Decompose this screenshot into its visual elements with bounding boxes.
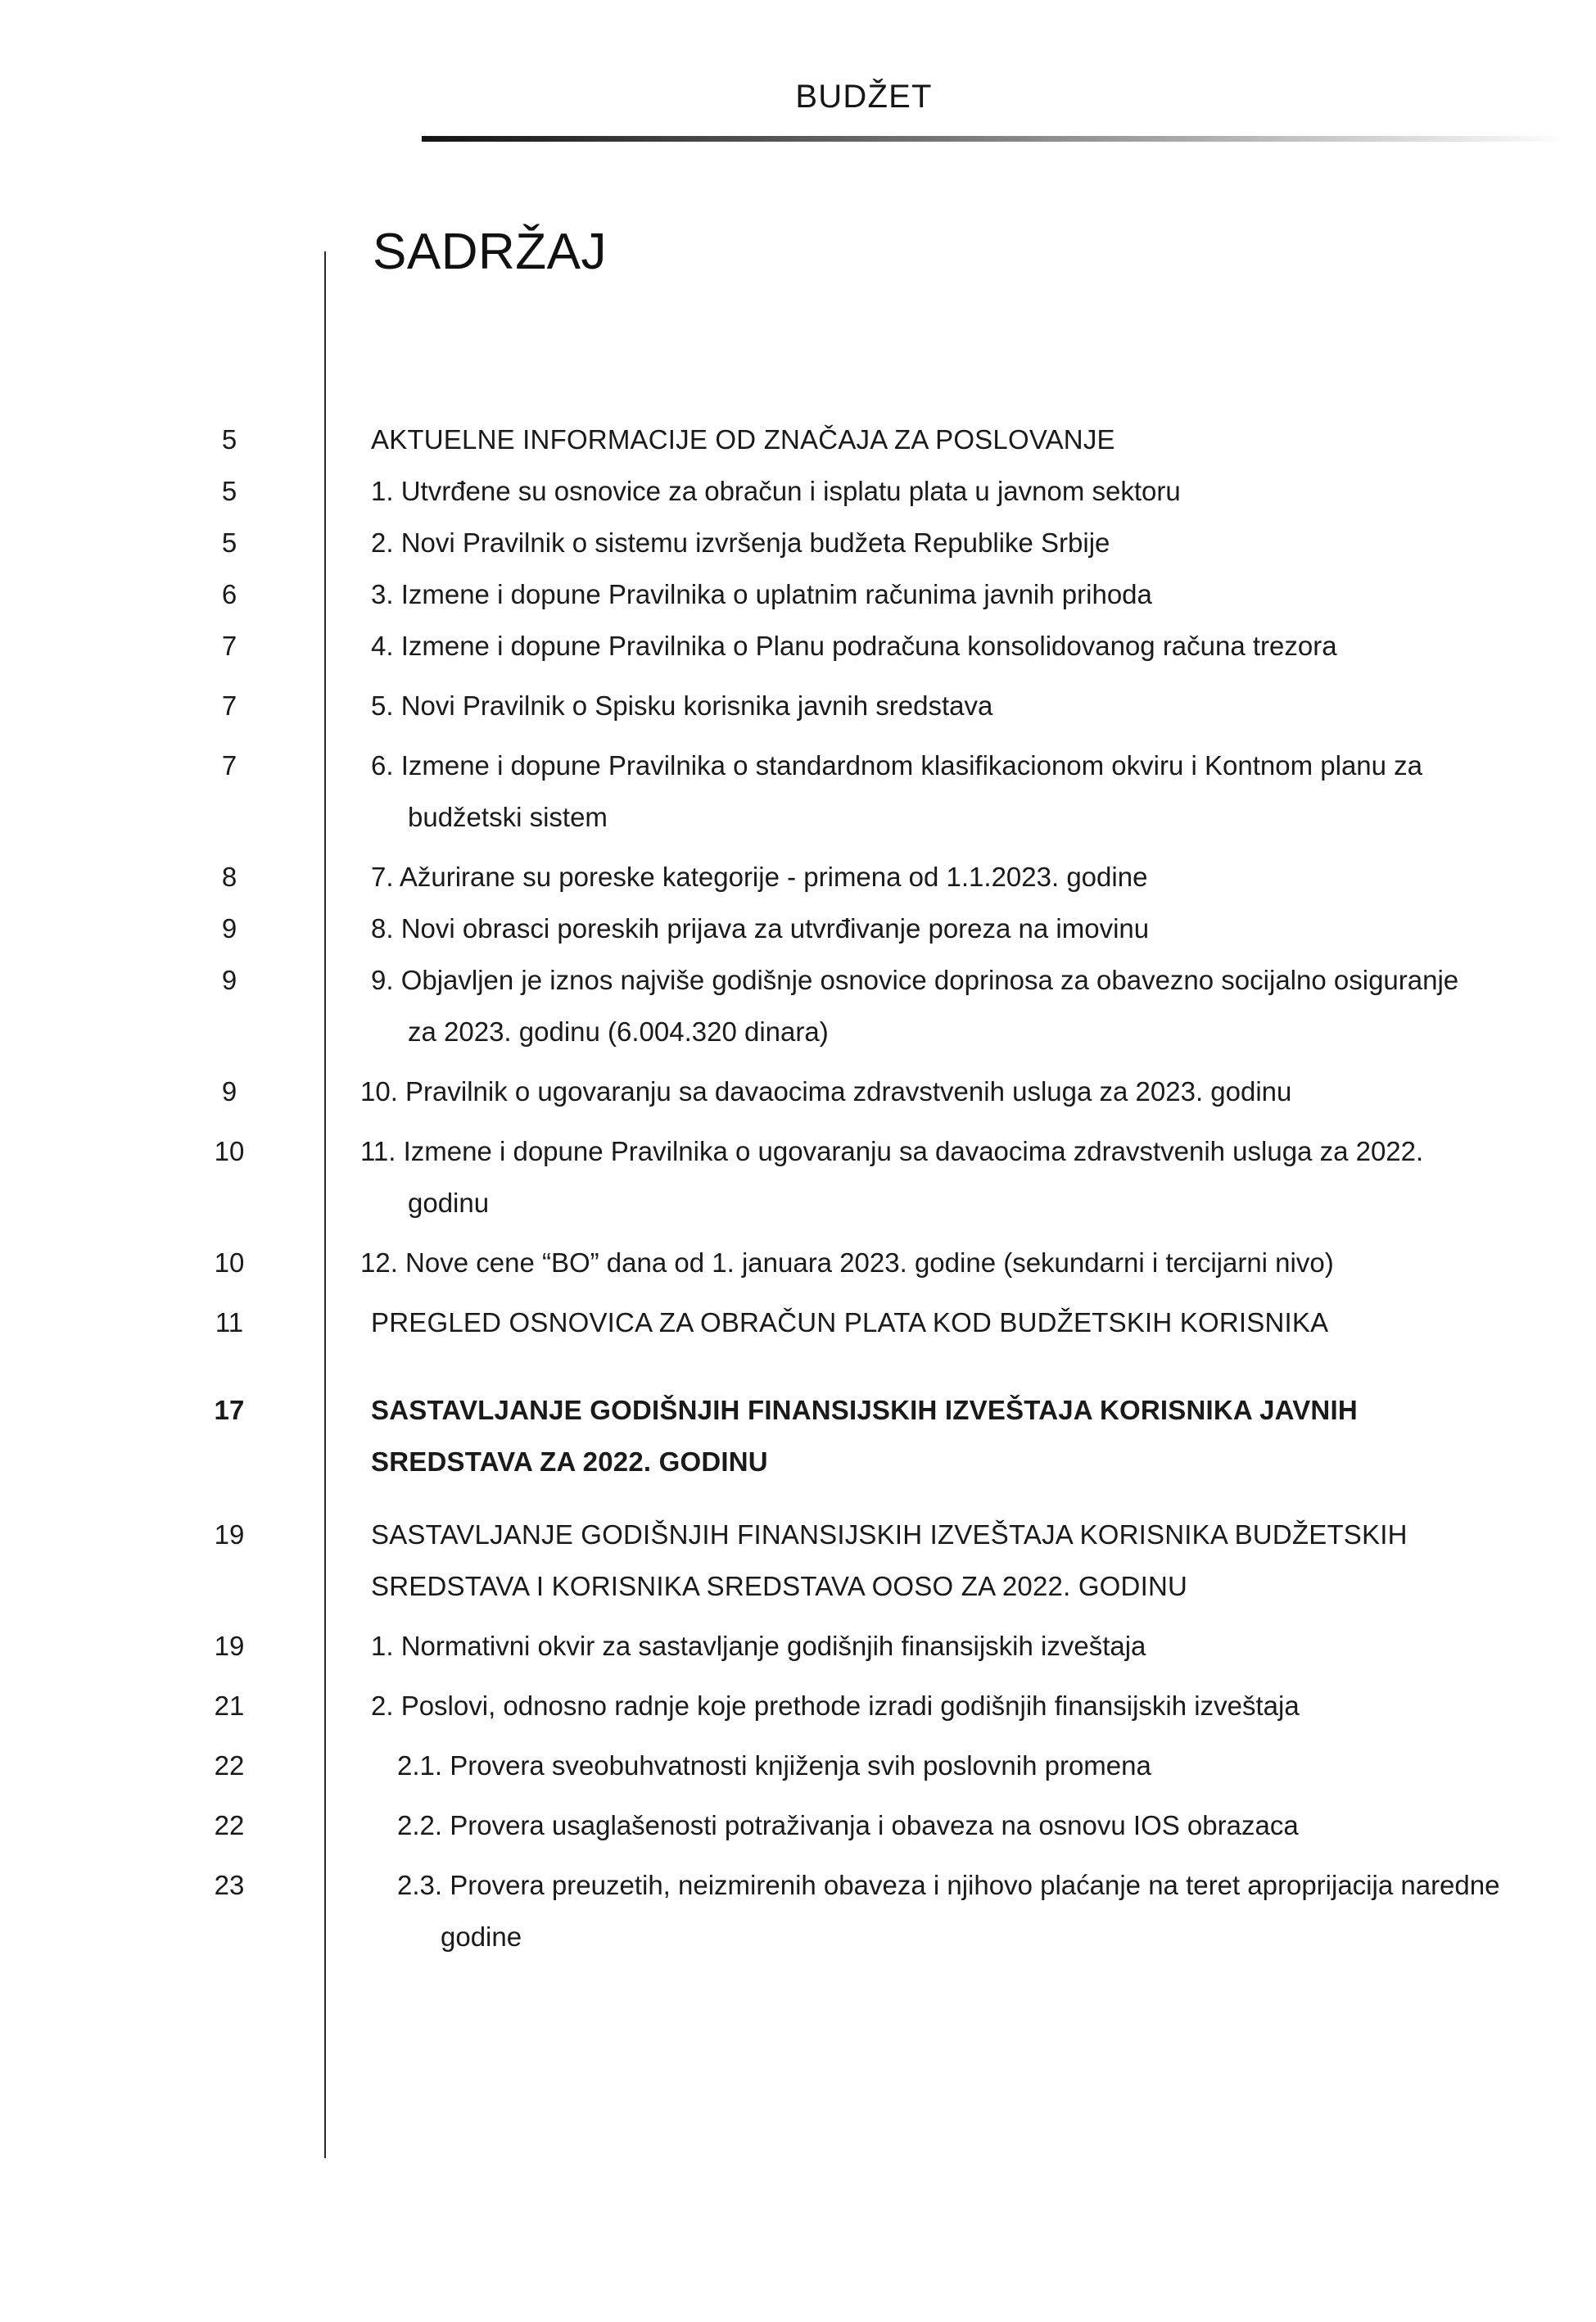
toc-page-number: 7 — [221, 631, 237, 661]
page-header — [0, 0, 1596, 156]
header-gradient-rule — [422, 136, 1568, 142]
toc-entry-label: 4. Izmene i dopune Pravilnika o Planu podračuna konsolidovanog računa trezora — [371, 631, 1337, 661]
toc-row[interactable] — [0, 954, 1596, 1057]
toc-entry-label: 12. Nove cene “BO” dana od 1. januara 2023. godine (sekundarni i tercijarni nivo) — [360, 1247, 1334, 1278]
toc-page-number: 9 — [221, 913, 237, 944]
toc-row[interactable] — [0, 1680, 1596, 1731]
toc-row[interactable] — [0, 903, 1596, 954]
toc-page-number: 23 — [214, 1870, 245, 1900]
toc-row[interactable] — [0, 1237, 1596, 1288]
toc-row[interactable] — [0, 568, 1596, 620]
toc-page-number: 5 — [221, 527, 237, 558]
toc-page-number: 6 — [221, 579, 237, 609]
toc-entry-label: 2.1. Provera sveobuhvatnosti knjiženja svih poslovnih promena — [397, 1750, 1151, 1781]
toc-entry-label: 10. Pravilnik o ugovaranju sa davaocima zdravstvenih usluga za 2023. godinu — [360, 1076, 1292, 1107]
toc-row[interactable] — [0, 1509, 1596, 1612]
toc-entry-label: AKTUELNE INFORMACIJE OD ZNAČAJA ZA POSLOVANJE — [371, 424, 1115, 455]
toc-entry-label: 1. Utvrđene su osnovice za obračun i isplatu plata u javnom sektoru — [371, 476, 1181, 506]
toc-entry-label: 5. Novi Pravilnik o Spisku korisnika javnih sredstava — [371, 690, 993, 721]
toc-entry-label: SASTAVLJANJE GODIŠNJIH FINANSIJSKIH IZVEŠTAJA KORISNIKA BUDŽETSKIH SREDSTAVA I KORISNIKA SREDSTAVA OOSO ZA 2022. GODINU — [371, 1519, 1408, 1601]
toc-row[interactable] — [0, 1740, 1596, 1791]
toc-page-number: 5 — [221, 476, 237, 506]
toc-entry-list — [0, 414, 1596, 1962]
toc-page-number: 9 — [221, 1076, 237, 1107]
toc-entry-label: 8. Novi obrasci poreskih prijava za utvrđivanje poreza na imovinu — [371, 913, 1150, 944]
toc-entry-label: 2. Poslovi, odnosno radnje koje prethode izradi godišnjih finansijskih izveštaja — [371, 1691, 1300, 1721]
toc-row[interactable] — [0, 851, 1596, 903]
toc-entry-label: 2.2. Provera usaglašenosti potraživanja i obaveza na osnovu IOS obrazaca — [397, 1810, 1299, 1840]
toc-entry-label: 7. Ažurirane su poreske kategorije - primena od 1.1.2023. godine — [371, 862, 1148, 892]
toc-entry-label: 3. Izmene i dopune Pravilnika o uplatnim računima javnih prihoda — [371, 579, 1152, 609]
toc-entry-label: 11. Izmene i dopune Pravilnika o ugovaranju sa davaocima zdravstvenih usluga za 2022. godinu — [360, 1136, 1424, 1218]
toc-page-number: 19 — [214, 1631, 245, 1661]
toc-entry-label: PREGLED OSNOVICA ZA OBRAČUN PLATA KOD BUDŽETSKIH KORISNIKA — [371, 1307, 1329, 1338]
running-header-title: BUDŽET — [795, 79, 933, 115]
toc-page-number: 9 — [221, 965, 237, 995]
toc-page-number: 8 — [221, 862, 237, 892]
toc-page-number: 21 — [214, 1691, 245, 1721]
toc-row[interactable] — [0, 680, 1596, 731]
toc-page-number: 22 — [214, 1810, 245, 1840]
toc-page-number: 17 — [214, 1395, 245, 1425]
toc-row[interactable] — [0, 517, 1596, 568]
toc-page-number: 19 — [214, 1519, 245, 1550]
toc-entry-label: 9. Objavljen je iznos najviše godišnje osnovice doprinosa za obavezno socijalno osiguranje za 2023. godinu (6.004.320 dinara) — [371, 965, 1459, 1047]
toc-row[interactable] — [0, 1620, 1596, 1672]
toc-page-number: 7 — [221, 750, 237, 781]
toc-row[interactable] — [0, 1384, 1596, 1487]
toc-row[interactable] — [0, 1859, 1596, 1962]
toc-row[interactable] — [0, 1125, 1596, 1229]
toc-page-number: 5 — [221, 424, 237, 455]
toc-entry-label: 6. Izmene i dopune Pravilnika o standardnom klasifikacionom okviru i Kontnom planu za budžetski sistem — [371, 750, 1423, 832]
toc-page-number: 10 — [214, 1247, 245, 1278]
toc-page-number: 10 — [214, 1136, 245, 1166]
page-title: SADRŽAJ — [373, 224, 607, 280]
toc-row[interactable] — [0, 1297, 1596, 1348]
toc-page-number: 22 — [214, 1750, 245, 1781]
toc-page-number: 7 — [221, 690, 237, 721]
toc-row[interactable] — [0, 1066, 1596, 1117]
toc-row[interactable] — [0, 465, 1596, 517]
toc-entry-label: 2.3. Provera preuzetih, neizmirenih obaveza i njihovo plaćanje na teret aproprijacija naredne godine — [397, 1870, 1500, 1952]
toc-entry-label: 1. Normativni okvir za sastavljanje godišnjih finansijskih izveštaja — [371, 1631, 1146, 1661]
toc-entry-label: SASTAVLJANJE GODIŠNJIH FINANSIJSKIH IZVEŠTAJA KORISNIKA JAVNIH SREDSTAVA ZA 2022. GODINU — [371, 1395, 1358, 1477]
toc-row[interactable] — [0, 414, 1596, 465]
toc-entry-label: 2. Novi Pravilnik o sistemu izvršenja budžeta Republike Srbije — [371, 527, 1110, 558]
toc-row[interactable] — [0, 620, 1596, 672]
toc-row[interactable] — [0, 1799, 1596, 1851]
toc-row[interactable] — [0, 740, 1596, 843]
toc-page-number: 11 — [215, 1307, 244, 1338]
